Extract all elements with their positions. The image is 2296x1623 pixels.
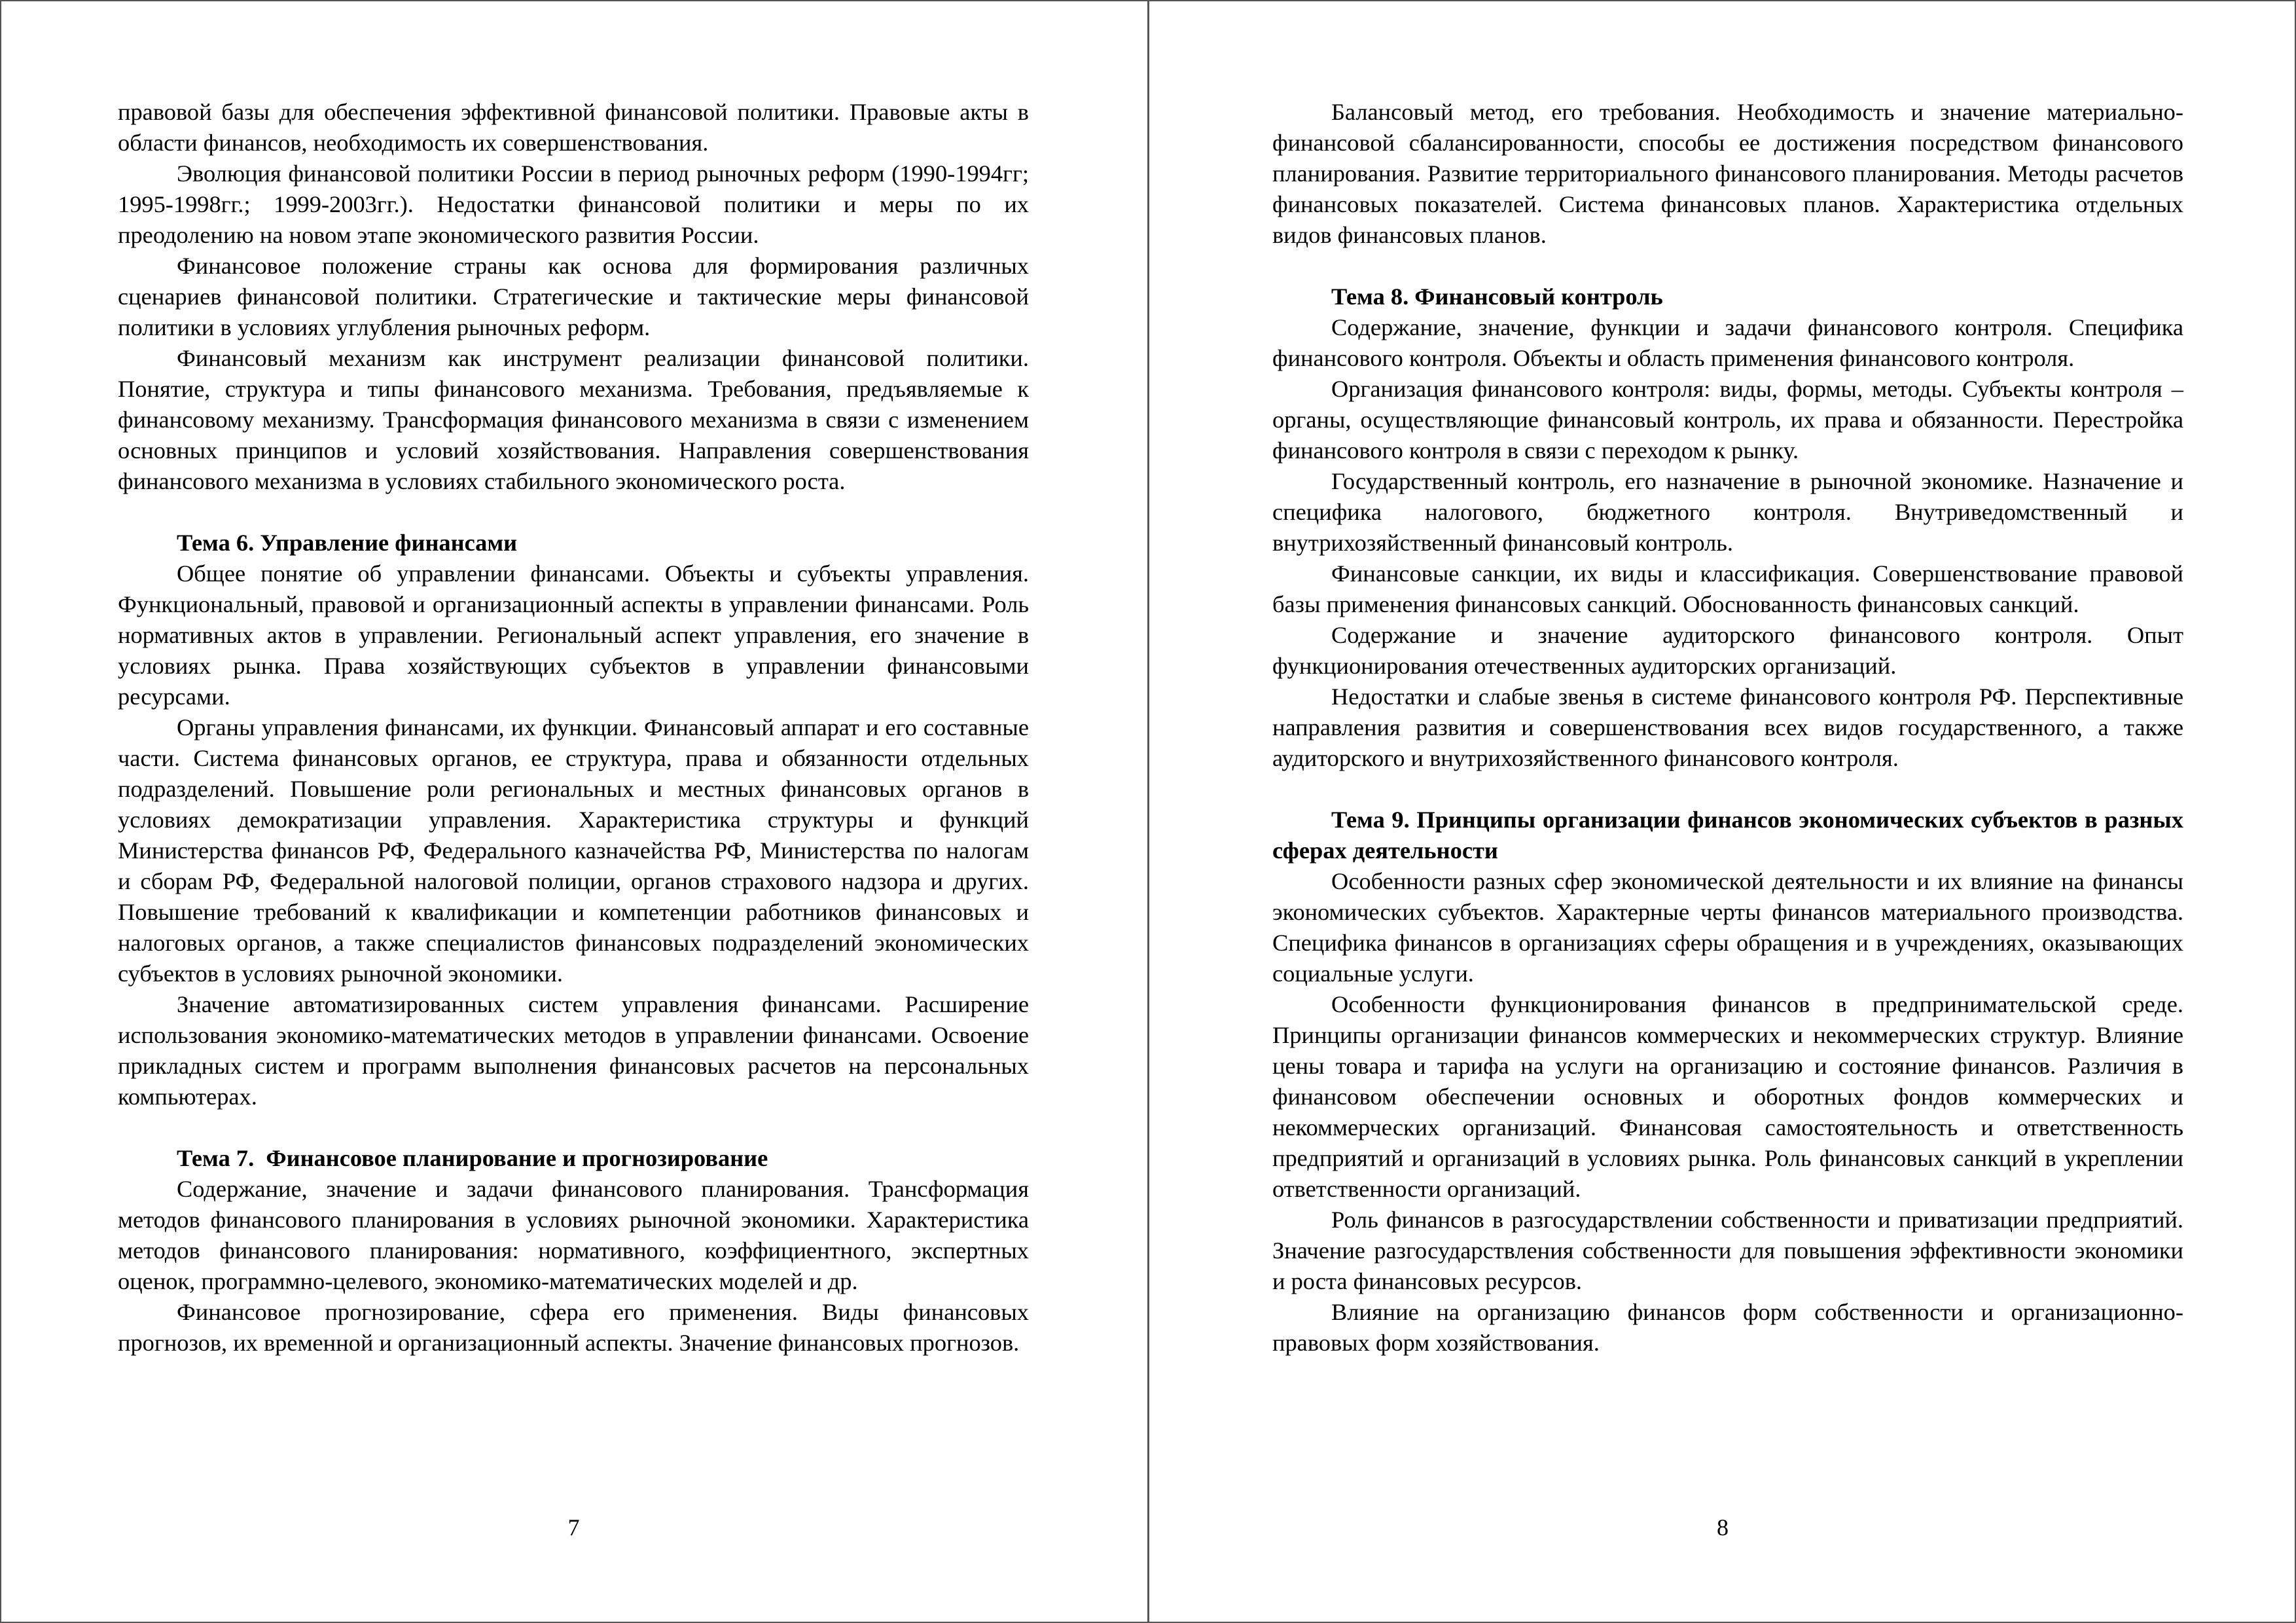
paragraph: Государственный контроль, его назначение в рыночной экономике. Назначение и специфика налогового, бюджетного контроля. Внутриведомственный и внутрихозяйственный финансовый контроль. xyxy=(1272,468,2183,556)
paragraph: Органы управления финансами, их функции. Финансовый аппарат и его составные части. Система финансовых органов, ее структура, права и обязанности отдельных подразделений. Повышение роли региональных и местных финансовых органов в условиях демократизации управления. Характеристика структуры и функций Министерства финансов РФ, Федерального казначейства РФ, Министерства по налогам и сборам РФ, Федеральной налоговой полиции, органов страхового надзора и других. Повышение требований к квалификации и компетенции работников финансовых и налоговых органов, а также специалистов финансовых подразделений экономических субъектов в условиях рыночной экономики. xyxy=(118,714,1029,987)
section-heading-topic-7: Тема 7. Финансовое планирование и прогнозирование xyxy=(177,1145,768,1171)
paragraph: Финансовый механизм как инструмент реализации финансовой политики. Понятие, структура и типы финансового механизма. Требования, предъявляемые к финансовому механизму. Трансформация финансового механизма в связи с изменением основных принципов и условий хозяйствования. Направления совершенствования финансового механизма в условиях стабильного экономического роста. xyxy=(118,345,1029,494)
page-number: 8 xyxy=(1717,1514,1729,1541)
paragraph: правовой базы для обеспечения эффективной финансовой политики. Правовые акты в области финансов, необходимость их совершенствования. xyxy=(118,99,1029,156)
paragraph: Финансовые санкции, их виды и классификация. Совершенствование правовой базы применения финансовых санкций. Обоснованность финансовых санкций. xyxy=(1272,560,2183,617)
section-heading-topic-6: Тема 6. Управление финансами xyxy=(177,530,518,556)
paragraph: Влияние на организацию финансов форм собственности и организационно-правовых форм хозяйствования. xyxy=(1272,1299,2183,1356)
paragraph: Недостатки и слабые звенья в системе финансового контроля РФ. Перспективные направления развития и совершенствования всех видов государственного, а также аудиторского и внутрихозяйственного финансового контроля. xyxy=(1272,684,2183,771)
paragraph: Значение автоматизированных систем управления финансами. Расширение использования экономико-математических методов в управлении финансами. Освоение прикладных систем и программ выполнения финансовых расчетов на персональных компьютерах. xyxy=(118,991,1029,1110)
paragraph: Финансовое прогнозирование, сфера его применения. Виды финансовых прогнозов, их временной и организационный аспекты. Значение финансовых прогнозов. xyxy=(118,1299,1029,1356)
section-heading-topic-9: Тема 9. Принципы организации финансов экономических субъектов в разных сферах деятельности xyxy=(1272,807,2183,864)
paragraph: Балансовый метод, его требования. Необходимость и значение материально-финансовой сбалансированности, способы ее достижения посредством финансового планирования. Развитие территориального финансового планирования. Методы расчетов финансовых показателей. Система финансовых планов. Характеристика отдельных видов финансовых планов. xyxy=(1272,99,2183,248)
paragraph: Особенности функционирования финансов в предпринимательской среде. Принципы организации финансов коммерческих и некоммерческих структур. Влияние цены товара и тарифа на услуги на организацию и состояние финансов. Различия в финансовом обеспечении основных и оборотных фондов коммерческих и некоммерческих организаций. Финансовая самостоятельность и ответственность предприятий и организаций в условиях рынка. Роль финансовых санкций в укреплении ответственности организаций. xyxy=(1272,991,2183,1202)
page-8-text-column xyxy=(1272,97,2183,1359)
paragraph: Особенности разных сфер экономической деятельности и их влияние на финансы экономических субъектов. Характерные черты финансов материального производства. Специфика финансов в организациях сферы обращения и в учреждениях, оказывающих социальные услуги. xyxy=(1272,868,2183,987)
paragraph: Содержание и значение аудиторского финансового контроля. Опыт функционирования отечественных аудиторских организаций. xyxy=(1272,622,2183,679)
page-7 xyxy=(0,0,1147,1623)
section-heading-topic-8: Тема 8. Финансовый контроль xyxy=(1331,283,1663,310)
paragraph: Организация финансового контроля: виды, формы, методы. Субъекты контроля – органы, осуществляющие финансовый контроль, их права и обязанности. Перестройка финансового контроля в связи с переходом к рынку. xyxy=(1272,376,2183,464)
paragraph: Роль финансов в разгосударствлении собственности и приватизации предприятий. Значение разгосударствления собственности для повышения эффективности экономики и роста финансовых ресурсов. xyxy=(1272,1207,2183,1294)
paragraph: Финансовое положение страны как основа для формирования различных сценариев финансовой политики. Стратегические и тактические меры финансовой политики в условиях углубления рыночных реформ. xyxy=(118,253,1029,340)
paragraph: Содержание, значение и задачи финансового планирования. Трансформация методов финансового планирования в условиях рыночной экономики. Характеристика методов финансового планирования: нормативного, коэффициентного, экспертных оценок, программно-целевого, экономико-математических моделей и др. xyxy=(118,1176,1029,1294)
page-7-text-column xyxy=(118,97,1029,1359)
page-8 xyxy=(1149,0,2296,1623)
paragraph: Содержание, значение, функции и задачи финансового контроля. Специфика финансового контроля. Объекты и область применения финансового контроля. xyxy=(1272,314,2183,371)
paragraph: Общее понятие об управлении финансами. Объекты и субъекты управления. Функциональный, правовой и организационный аспекты в управлении финансами. Роль нормативных актов в управлении. Региональный аспект управления, его значение в условиях рынка. Права хозяйствующих субъектов в управлении финансовыми ресурсами. xyxy=(118,560,1029,710)
page-number: 7 xyxy=(567,1514,580,1541)
paragraph: Эволюция финансовой политики России в период рыночных реформ (1990-1994гг; 1995-1998гг.; 1999-2003гг.). Недостатки финансовой политики и меры по их преодолению на новом этапе экономического развития России. xyxy=(118,160,1029,248)
